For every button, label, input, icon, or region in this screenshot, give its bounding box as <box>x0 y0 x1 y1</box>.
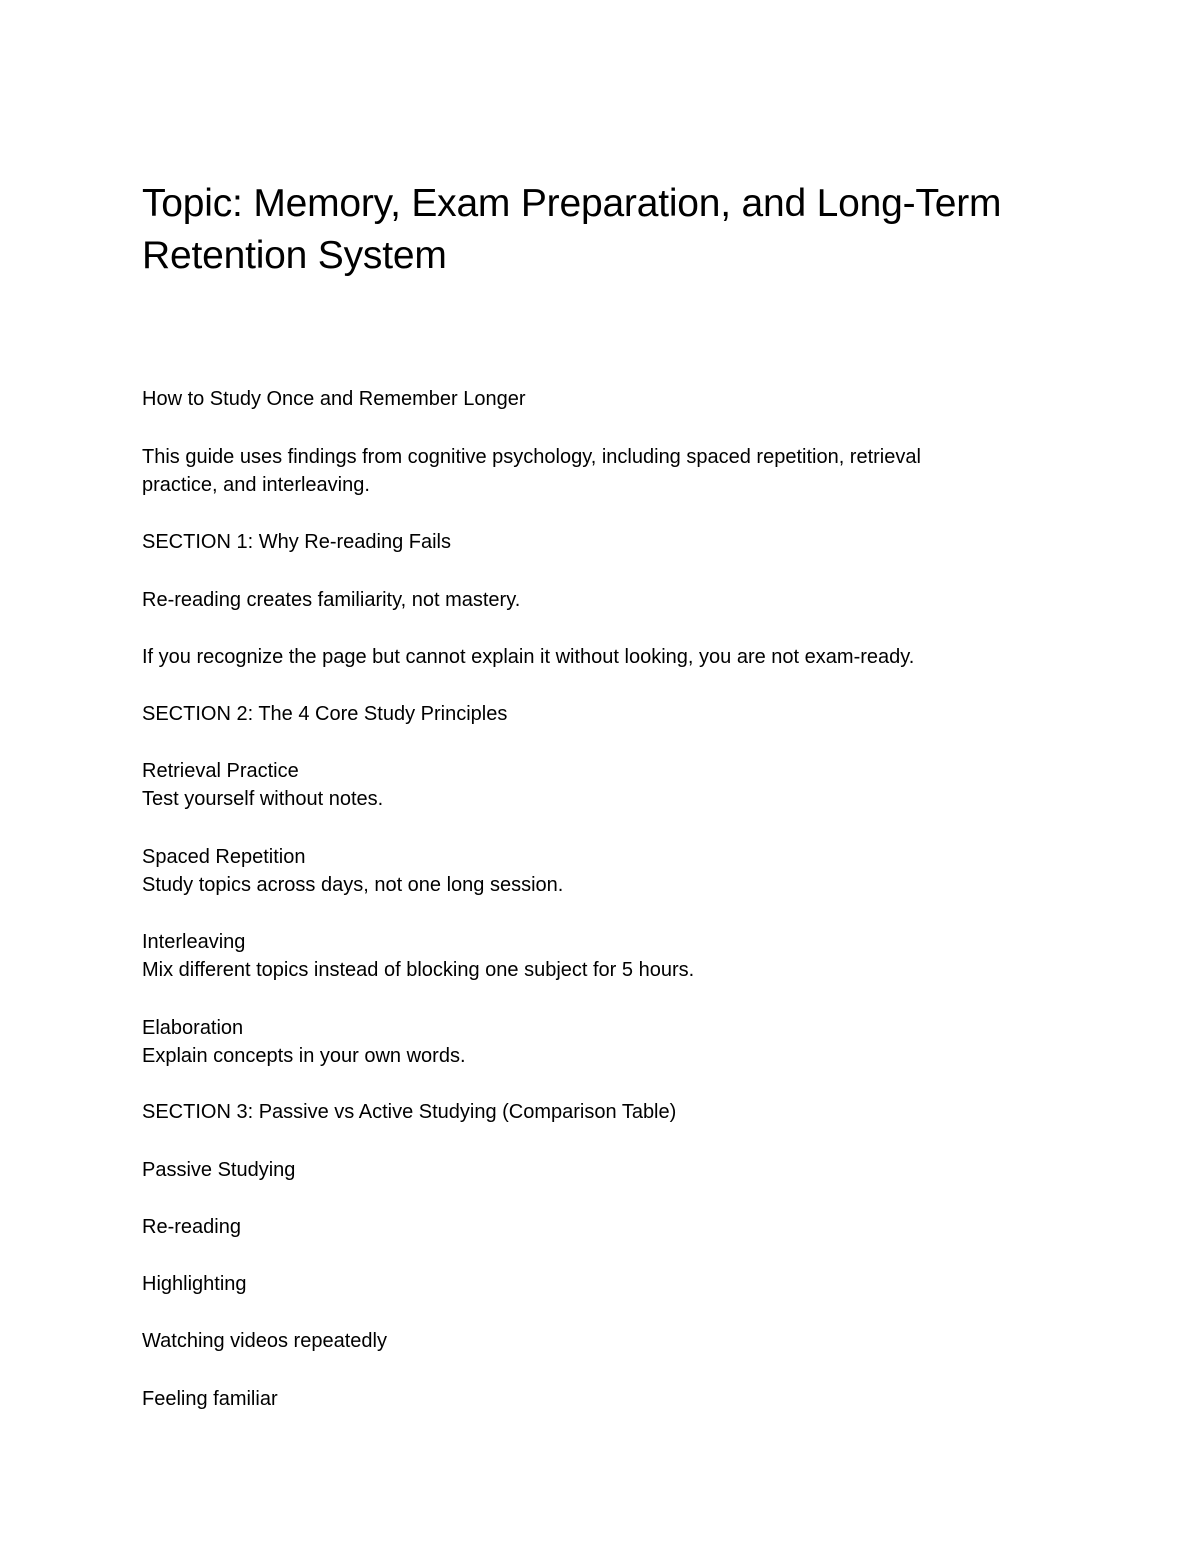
document-title: Topic: Memory, Exam Preparation, and Long-Term Retention System <box>142 182 1002 277</box>
principle-name: Spaced Repetition <box>142 846 306 868</box>
section-1-paragraph-1: Re-reading creates familiarity, not mastery. <box>142 589 521 611</box>
principle-name: Retrieval Practice <box>142 760 299 782</box>
section-1-paragraph-2: If you recognize the page but cannot explain it without looking, you are not exam-ready. <box>142 646 915 668</box>
comparison-item: Highlighting <box>142 1273 247 1295</box>
section-1-heading: SECTION 1: Why Re-reading Fails <box>142 531 451 553</box>
principle-description: Study topics across days, not one long session. <box>142 874 564 896</box>
document-subtitle: How to Study Once and Remember Longer <box>142 388 526 410</box>
principle-description: Test yourself without notes. <box>142 788 384 810</box>
section-2-heading: SECTION 2: The 4 Core Study Principles <box>142 703 508 725</box>
comparison-item: Re-reading <box>142 1216 241 1238</box>
comparison-item: Feeling familiar <box>142 1388 278 1410</box>
principle-description: Mix different topics instead of blocking one subject for 5 hours. <box>142 959 695 981</box>
principle-name: Interleaving <box>142 931 246 953</box>
intro-line-2: practice, and interleaving. <box>142 474 370 496</box>
comparison-item: Watching videos repeatedly <box>142 1330 387 1352</box>
comparison-column-heading: Passive Studying <box>142 1159 296 1181</box>
principle-name: Elaboration <box>142 1017 244 1039</box>
section-3-heading: SECTION 3: Passive vs Active Studying (Comparison Table) <box>142 1101 677 1123</box>
principle-description: Explain concepts in your own words. <box>142 1045 466 1067</box>
intro-line-1: This guide uses findings from cognitive psychology, including spaced repetition, retrieval <box>142 446 921 468</box>
